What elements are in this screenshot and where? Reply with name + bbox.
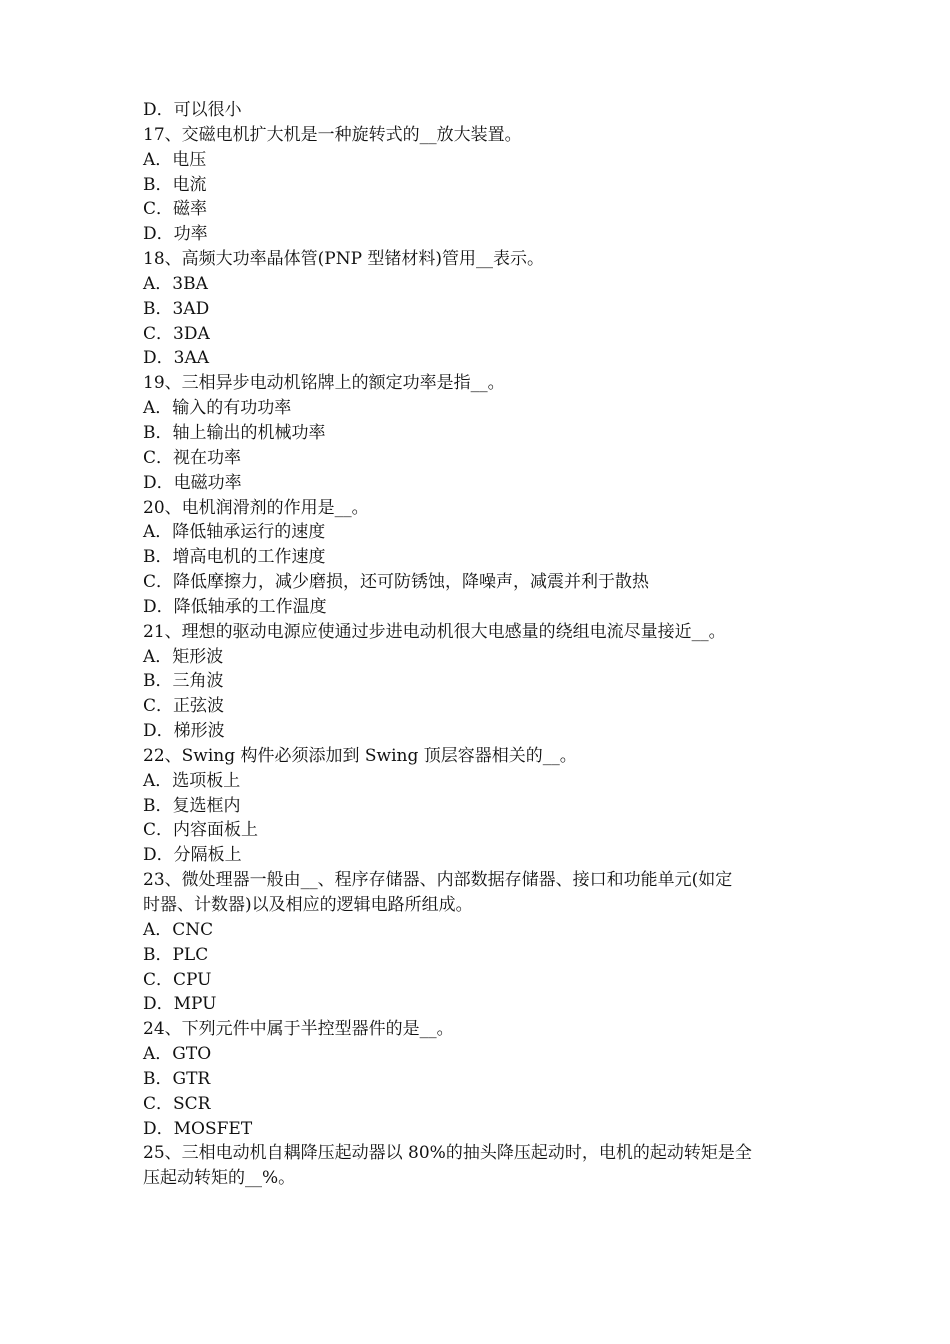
answer-option: B．3AD — [143, 298, 210, 319]
answer-option: B．增高电机的工作速度 — [143, 547, 326, 568]
answer-option: C．3DA — [143, 323, 210, 344]
answer-option: B．轴上输出的机械功率 — [143, 422, 326, 443]
answer-option: A．降低轴承运行的速度 — [143, 522, 326, 543]
answer-option: A．3BA — [143, 273, 208, 294]
question-text-line: 24、下列元件中属于半控型器件的是__。 — [143, 1019, 454, 1040]
answer-option: B．三角波 — [143, 671, 224, 692]
answer-option: C．正弦波 — [143, 696, 225, 717]
answer-option: D．梯形波 — [143, 721, 225, 742]
answer-option: B．电流 — [143, 174, 207, 195]
answer-option: A．输入的有功功率 — [143, 398, 292, 419]
answer-option: A．GTO — [143, 1044, 212, 1065]
answer-option: D．MPU — [143, 994, 217, 1015]
answer-option: A．CNC — [143, 919, 214, 940]
question-text-line: 压起动转矩的__%。 — [143, 1168, 296, 1189]
question-text-line: 25、三相电动机自耦降压起动器以 80%的抽头降压起动时，电机的起动转矩是全 — [143, 1143, 752, 1164]
question-text-line: 23、微处理器一般由__、程序存储器、内部数据存储器、接口和功能单元(如定 — [143, 870, 733, 891]
question-text-line: 17、交磁电机扩大机是一种旋转式的__放大装置。 — [143, 124, 522, 145]
answer-option: B．PLC — [143, 944, 209, 965]
answer-option: C．降低摩擦力，减少磨损，还可防锈蚀，降噪声，减震并利于散热 — [143, 572, 650, 593]
answer-option: A．矩形波 — [143, 646, 224, 667]
answer-option: A．电压 — [143, 149, 207, 170]
answer-option: B．GTR — [143, 1068, 211, 1089]
document-page — [143, 98, 813, 1191]
question-text-line: 21、理想的驱动电源应使通过步进电动机很大电感量的绕组电流尽量接近__。 — [143, 621, 726, 642]
answer-option: D．电磁功率 — [143, 472, 242, 493]
question-text-line: 时器、计数器)以及相应的逻辑电路所组成。 — [143, 895, 473, 915]
answer-option: D．3AA — [143, 348, 209, 369]
answer-option: D．分隔板上 — [143, 845, 242, 866]
answer-option: C．磁率 — [143, 199, 208, 220]
answer-option: C．CPU — [143, 969, 212, 990]
answer-option: D．功率 — [143, 224, 208, 245]
answer-option: A．选项板上 — [143, 770, 241, 791]
question-text-line: 18、高频大功率晶体管(PNP 型锗材料)管用__表示。 — [143, 249, 545, 270]
answer-option: C．SCR — [143, 1093, 211, 1114]
answer-option: C．内容面板上 — [143, 820, 259, 841]
answer-option: D．MOSFET — [143, 1118, 253, 1139]
answer-option: C．视在功率 — [143, 447, 242, 468]
answer-option: B．复选框内 — [143, 795, 241, 816]
question-text-line: 19、三相异步电动机铭牌上的额定功率是指__。 — [143, 373, 505, 394]
answer-option: D．降低轴承的工作温度 — [143, 596, 327, 617]
question-text-line: 20、电机润滑剂的作用是__。 — [143, 497, 369, 518]
answer-option: D．可以很小 — [143, 100, 242, 120]
question-text-line: 22、Swing 构件必须添加到 Swing 顶层容器相关的__。 — [143, 745, 577, 766]
